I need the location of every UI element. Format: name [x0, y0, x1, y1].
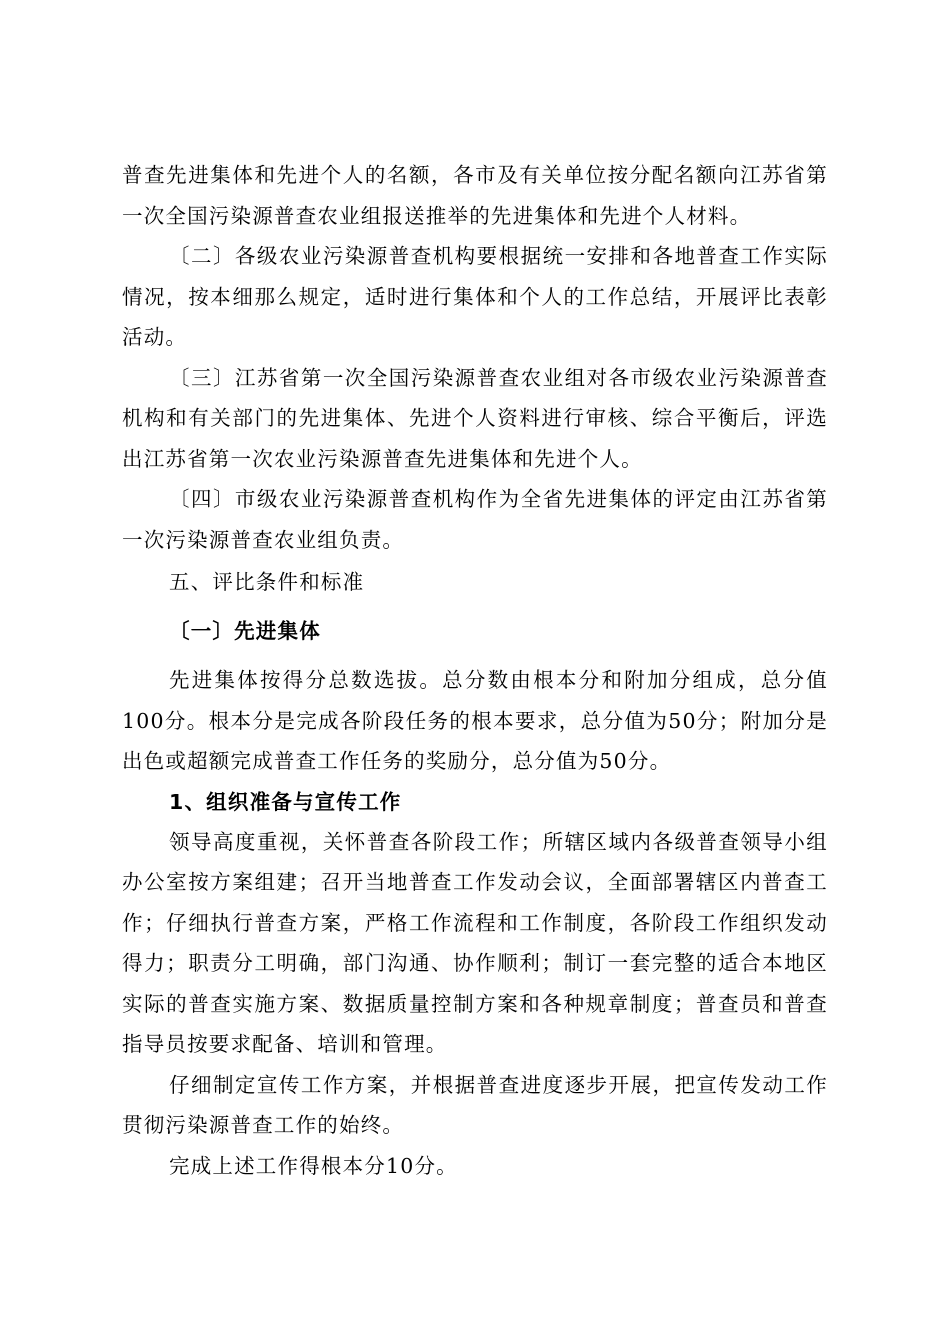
paragraph-scoring: 先进集体按得分总数选拔。总分数由根本分和附加分组成，总分值100分。根本分是完成各阶段任务的根本要求，总分值为50分；附加分是出色或超额完成普查工作任务的奖励分，总分值为50分。 — [122, 668, 828, 773]
section-heading-criteria: 五、评比条件和标准 — [169, 570, 365, 594]
document-page — [122, 155, 828, 1186]
paragraph-base-score: 完成上述工作得根本分10分。 — [169, 1153, 458, 1178]
paragraph-leadership: 领导高度重视，关怀普查各阶段工作；所辖区域内各级普查领导小组办公室按方案组建；召开当地普查工作发动会议，全面部署辖区内普查工作；仔细执行普查方案，严格工作流程和工作制度，各阶段工作组织发动得力；职责分工明确，部门沟通、协作顺利；制订一套完整的适合本地区实际的普查实施方案、数据质量控制方案和各种规章制度；普查员和普查指导员按要求配备、培训和管理。 — [122, 829, 828, 1056]
subsection-heading-advanced-collective: 〔一〕先进集体 — [169, 619, 321, 643]
item-heading-organization: 1、组织准备与宣传工作 — [169, 789, 402, 814]
paragraph-item-4: 〔四〕市级农业污染源普查机构作为全省先进集体的评定由江苏省第一次污染源普查农业组负责。 — [122, 487, 828, 552]
paragraph-item-2: 〔二〕各级农业污染源普查机构要根据统一安排和各地普查工作实际情况，按本细那么规定，适时进行集体和个人的工作总结，开展评比表彰活动。 — [122, 244, 828, 349]
paragraph-item-3: 〔三〕江苏省第一次全国污染源普查农业组对各市级农业污染源普查机构和有关部门的先进集体、先进个人资料进行审核、综合平衡后，评选出江苏省第一次农业污染源普查先进集体和先进个人。 — [122, 365, 828, 471]
paragraph-quota: 普查先进集体和先进个人的名额，各市及有关单位按分配名额向江苏省第一次全国污染源普查农业组报送推举的先进集体和先进个人材料。 — [122, 163, 828, 228]
paragraph-publicity: 仔细制定宣传工作方案，并根据普查进度逐步开展，把宣传发动工作贯彻污染源普查工作的始终。 — [122, 1072, 828, 1137]
